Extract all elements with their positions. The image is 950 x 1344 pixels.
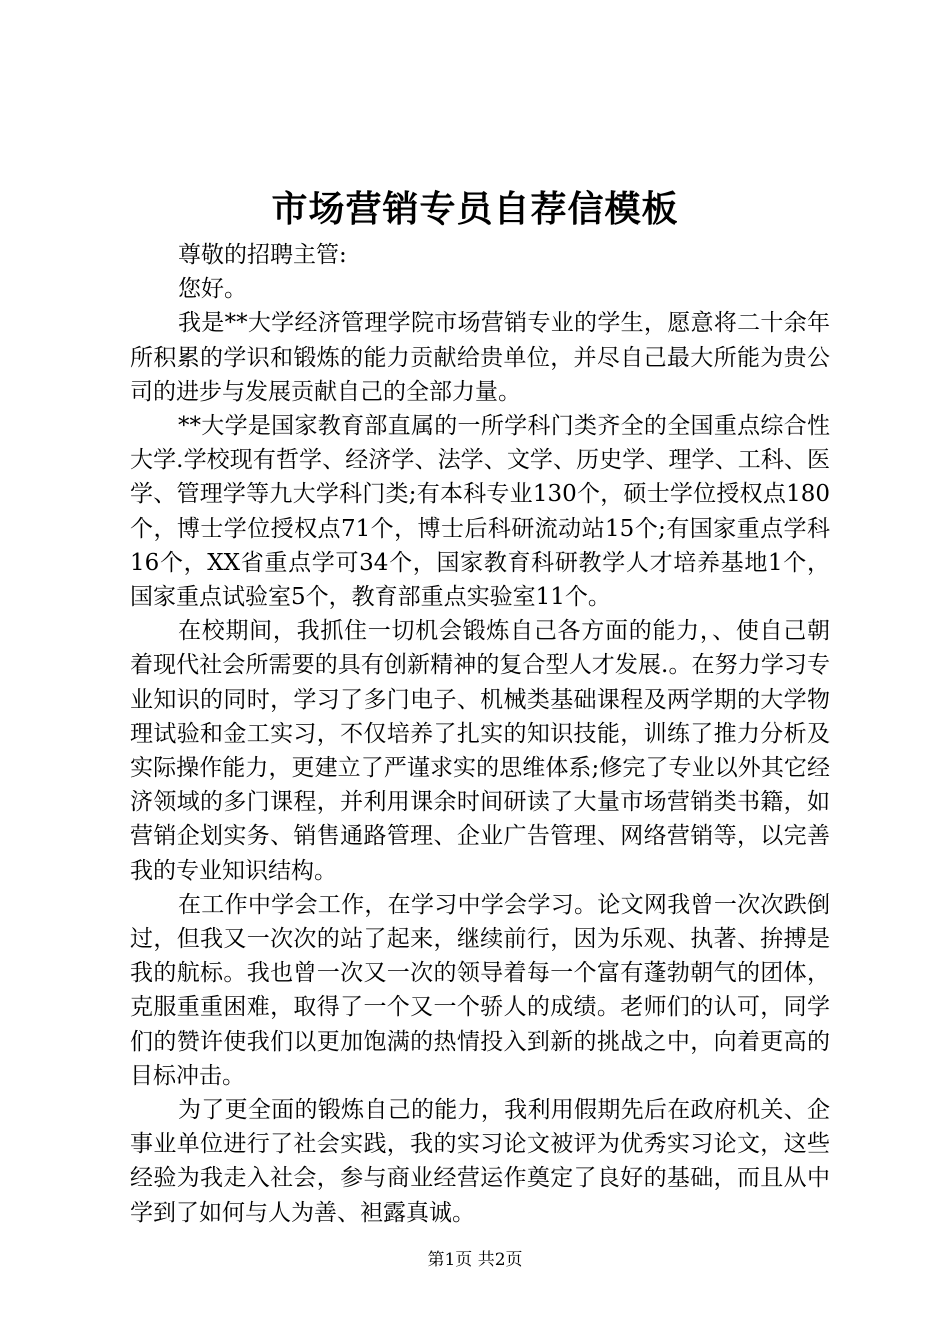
paragraph-study: 在校期间，我抓住一切机会锻炼自己各方面的能力，、使自己朝着现代社会所需要的具有创新精神的复合型人才发展.。在努力学习专业知识的同时，学习了多门电子、机械类基础课程及两学期的大学物理试验和金工实习，不仅培养了扎实的知识技能，训练了推力分析及实际操作能力，更建立了严谨求实的思维体系;修完了专业以外其它经济领域的多门课程，并利用课余时间研读了大量市场营销类书籍，如营销企划实务、销售通路管理、企业广告管理、网络营销等，以完善我的专业知识结构。 [130, 618, 830, 884]
document-title: 市场营销专员自荐信模板 [271, 188, 679, 230]
page-footer: 第1页 共2页 [427, 1250, 523, 1270]
paragraph-practice: 为了更全面的锻炼自己的能力，我利用假期先后在政府机关、企事业单位进行了社会实践，我的实习论文被评为优秀实习论文，这些经验为我走入社会，参与商业经营运作奠定了良好的基础，而且从中学到了如何与人为善、袒露真诚。 [130, 1097, 830, 1226]
letter-body [130, 238, 830, 1230]
paragraph-growth: 在工作中学会工作，在学习中学会学习。论文网我曾一次次跌倒过，但我又一次次的站了起来，继续前行，因为乐观、执著、拚搏是我的航标。我也曾一次又一次的领导着每一个富有蓬勃朝气的团体，克服重重困难，取得了一个又一个骄人的成绩。老师们的认可，同学们的赞许使我们以更加饱满的热情投入到新的挑战之中，向着更高的目标冲击。 [130, 891, 830, 1089]
salutation: 尊敬的招聘主管: [178, 242, 347, 268]
greeting: 您好。 [178, 276, 247, 303]
paragraph-university: **大学是国家教育部直属的一所学科门类齐全的全国重点综合性大学.学校现有哲学、经济学、法学、文学、历史学、理学、工科、医学、管理学等九大学科门类;有本科专业130个，硕士学位授权点180个，博士学位授权点71个，博士后科研流动站15个;有国家重点学科16个，XX省重点学可34个，国家教育科研教学人才培养基地1个，国家重点试验室5个，教育部重点实验室11个。 [130, 413, 830, 611]
paragraph-introduction: 我是**大学经济管理学院市场营销专业的学生，愿意将二十余年所积累的学识和锻炼的能力贡献给贵单位，并尽自己最大所能为贵公司的进步与发展贡献自己的全部力量。 [130, 310, 830, 405]
